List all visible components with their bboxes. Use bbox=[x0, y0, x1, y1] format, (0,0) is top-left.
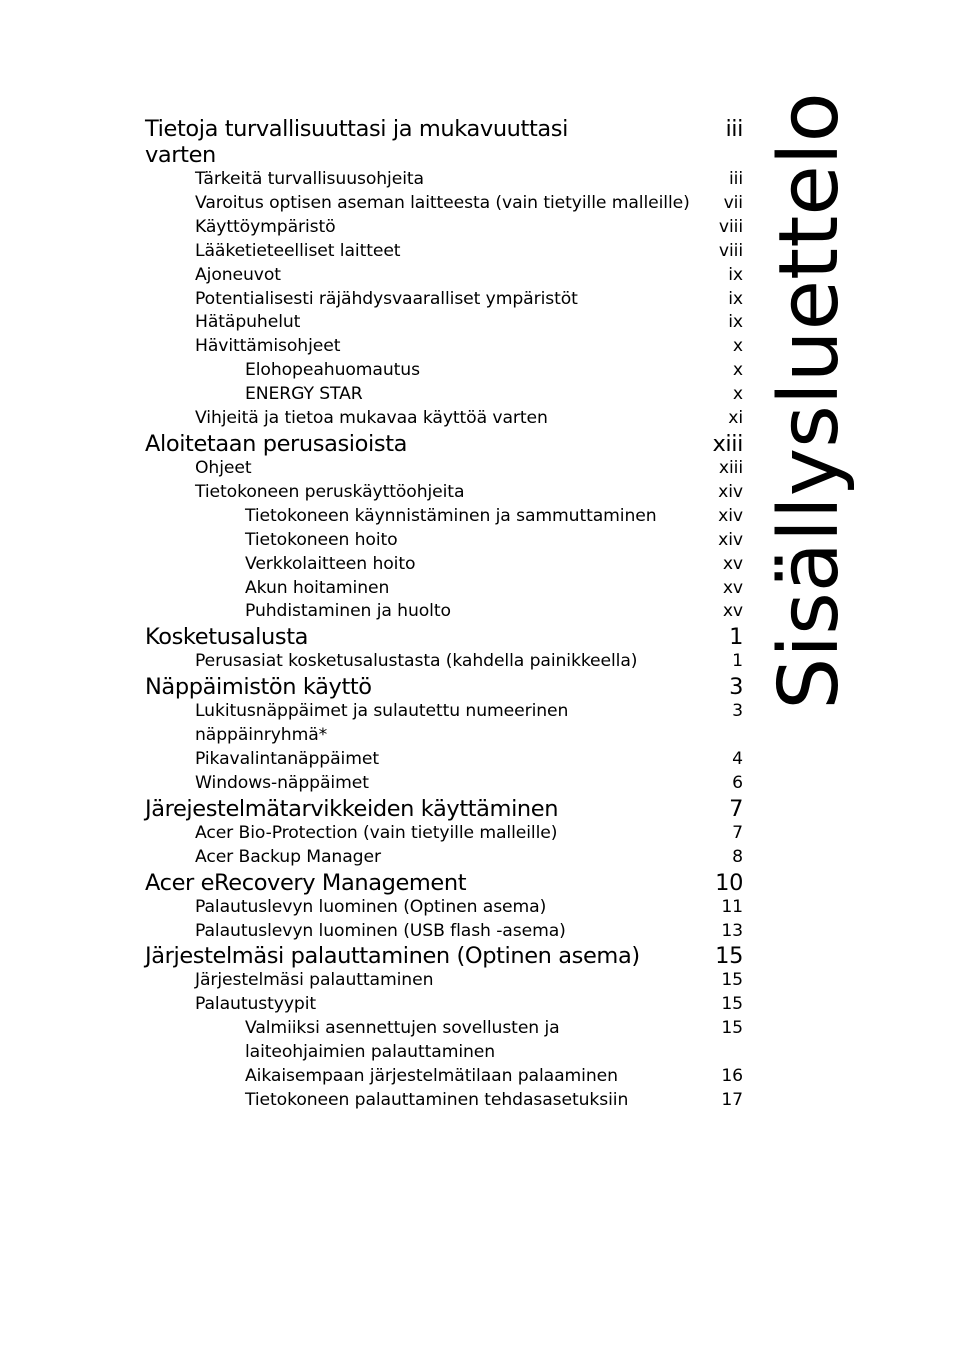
toc-entry-title: Palautuslevyn luominen (USB flash -asema) bbox=[195, 920, 566, 941]
toc-section-entry[interactable] bbox=[145, 700, 743, 748]
toc-section-entry[interactable] bbox=[145, 748, 743, 772]
toc-chapter-entry[interactable] bbox=[145, 870, 743, 896]
toc-entry-title: Vihjeitä ja tietoa mukavaa käyttöä varten bbox=[195, 408, 548, 429]
toc-entry-title: Tärkeitä turvallisuusohjeita bbox=[195, 169, 424, 189]
toc-entry-page: viii bbox=[718, 240, 743, 261]
toc-entry-page: xiv bbox=[718, 505, 743, 526]
toc-entry-page: 4 bbox=[732, 749, 743, 770]
toc-entry-page: 3 bbox=[732, 701, 743, 722]
toc-section-entry[interactable] bbox=[145, 457, 743, 481]
toc-entry-title: Lukitusnäppäimet ja sulautettu numeerinen näppäinryhmä* bbox=[195, 701, 569, 746]
toc-entry-title: Hävittämisohjeet bbox=[195, 336, 341, 357]
toc-entry-page: 15 bbox=[721, 994, 743, 1015]
toc-entry-title: Akun hoitaminen bbox=[245, 577, 390, 598]
toc-entry-title: Acer Bio-Protection (vain tietyille malleille) bbox=[195, 822, 558, 843]
toc-section-entry[interactable] bbox=[145, 650, 743, 674]
toc-subsection-entry[interactable] bbox=[145, 383, 743, 407]
toc-section-entry[interactable] bbox=[145, 920, 743, 944]
toc-entry-title: Aikaisempaan järjestelmätilaan palaaminen bbox=[245, 1066, 618, 1087]
toc-entry-page: xiv bbox=[718, 529, 743, 550]
toc-subsection-entry[interactable] bbox=[145, 1065, 743, 1089]
toc-entry-page: 10 bbox=[715, 869, 743, 896]
toc-entry-page: iii bbox=[725, 116, 743, 142]
toc-entry-page: x bbox=[732, 384, 743, 405]
toc-entry-page: ix bbox=[728, 312, 743, 333]
toc-entry-title: Näppäimistön käyttö bbox=[145, 674, 372, 701]
toc-chapter-entry[interactable] bbox=[145, 674, 743, 700]
toc-entry-page: 15 bbox=[721, 970, 743, 991]
toc-entry-title: Käyttöympäristö bbox=[195, 216, 336, 237]
toc-section-entry[interactable] bbox=[145, 216, 743, 240]
toc-chapter-entry[interactable] bbox=[145, 116, 743, 168]
toc-entry-page: 7 bbox=[729, 795, 743, 822]
toc-entry-title: Järejestelmätarvikkeiden käyttäminen bbox=[145, 795, 559, 822]
toc-section-entry[interactable] bbox=[145, 192, 743, 216]
toc-entry-page: iii bbox=[728, 169, 743, 189]
toc-entry-page: xv bbox=[722, 601, 743, 622]
toc-entry-page: xv bbox=[722, 553, 743, 574]
toc-entry-page: ix bbox=[728, 264, 743, 285]
toc-chapter-entry[interactable] bbox=[145, 431, 743, 457]
toc-entry-title: Tietoja turvallisuuttasi ja mukavuuttasi varten bbox=[145, 116, 568, 168]
toc-entry-title: Acer Backup Manager bbox=[195, 846, 381, 867]
toc-entry-page: 11 bbox=[721, 896, 743, 917]
toc-entry-page: xiii bbox=[718, 457, 743, 478]
toc-entry-page: x bbox=[732, 336, 743, 357]
toc-entry-title: Tietokoneen palauttaminen tehdasasetuksiin bbox=[245, 1090, 629, 1110]
toc-entry-title: Hätäpuhelut bbox=[195, 312, 301, 333]
toc-subsection-entry[interactable] bbox=[145, 553, 743, 577]
toc-subsection-entry[interactable] bbox=[145, 600, 743, 624]
toc-entry-title: Ajoneuvot bbox=[195, 264, 281, 285]
toc-section-entry[interactable] bbox=[145, 240, 743, 264]
toc-entry-title: Potentialisesti räjähdysvaaralliset ympäristöt bbox=[195, 288, 578, 309]
toc-section-entry[interactable] bbox=[145, 896, 743, 920]
toc-entry-title: Kosketusalusta bbox=[145, 624, 309, 651]
toc-subsection-entry[interactable] bbox=[145, 1017, 743, 1065]
toc-entry-title: Tietokoneen hoito bbox=[245, 529, 398, 550]
toc-entry-page: 16 bbox=[721, 1066, 743, 1087]
toc-section-entry[interactable] bbox=[145, 846, 743, 870]
toc-section-entry[interactable] bbox=[145, 311, 743, 335]
toc-entry-page: 13 bbox=[721, 920, 743, 941]
toc-entry-page: ix bbox=[728, 288, 743, 309]
toc-subsection-entry[interactable] bbox=[145, 1089, 743, 1113]
toc-section-entry[interactable] bbox=[145, 772, 743, 796]
toc-section-entry[interactable] bbox=[145, 168, 743, 192]
toc-chapter-entry[interactable] bbox=[145, 796, 743, 822]
toc-chapter-entry[interactable] bbox=[145, 943, 743, 969]
toc-entry-title: Acer eRecovery Management bbox=[145, 869, 467, 896]
toc-entry-title: Verkkolaitteen hoito bbox=[245, 553, 416, 574]
toc-entry-page: 8 bbox=[732, 846, 743, 867]
toc-section-entry[interactable] bbox=[145, 481, 743, 505]
toc-chapter-entry[interactable] bbox=[145, 624, 743, 650]
toc-entry-title: Perusasiat kosketusalustasta (kahdella painikkeella) bbox=[195, 651, 638, 672]
toc-entry-title: Aloitetaan perusasioista bbox=[145, 430, 408, 457]
toc-entry-page: 15 bbox=[715, 943, 743, 970]
toc-entry-page: x bbox=[732, 360, 743, 381]
toc-entry-title: Pikavalintanäppäimet bbox=[195, 749, 379, 770]
page-title-text: Sisällysluettelo bbox=[762, 92, 857, 710]
toc-entry-page: xiii bbox=[712, 430, 743, 457]
toc-entry-page: 1 bbox=[732, 651, 743, 672]
toc-entry-page: xv bbox=[722, 577, 743, 598]
toc-entry-title: Valmiiksi asennettujen sovellusten ja laiteohjaimien palauttaminen bbox=[245, 1018, 560, 1063]
toc-entry-page: 1 bbox=[729, 624, 743, 651]
toc-entry-page: xiv bbox=[718, 481, 743, 502]
toc-section-entry[interactable] bbox=[145, 993, 743, 1017]
toc-entry-title: Tietokoneen peruskäyttöohjeita bbox=[195, 481, 465, 502]
toc-entry-title: Puhdistaminen ja huolto bbox=[245, 601, 451, 622]
page-title bbox=[762, 92, 857, 710]
toc-section-entry[interactable] bbox=[145, 969, 743, 993]
toc-entry-title: ENERGY STAR bbox=[245, 384, 363, 405]
toc-section-entry[interactable] bbox=[145, 407, 743, 431]
toc-entry-page: 15 bbox=[721, 1018, 743, 1039]
toc-entry-page: 7 bbox=[732, 822, 743, 843]
toc-subsection-entry[interactable] bbox=[145, 577, 743, 601]
toc-entry-page: vii bbox=[723, 192, 743, 213]
toc-entry-title: Lääketieteelliset laitteet bbox=[195, 240, 401, 261]
toc-entry-page: viii bbox=[718, 216, 743, 237]
toc-entry-title: Elohopeahuomautus bbox=[245, 360, 420, 381]
toc-entry-title: Tietokoneen käynnistäminen ja sammuttaminen bbox=[245, 505, 657, 526]
toc-entry-title: Varoitus optisen aseman laitteesta (vain tietyille malleille) bbox=[195, 192, 690, 213]
toc-entry-page: 6 bbox=[732, 772, 743, 793]
toc-subsection-entry[interactable] bbox=[145, 359, 743, 383]
toc-entry-page: xi bbox=[728, 408, 743, 429]
toc-section-entry[interactable] bbox=[145, 822, 743, 846]
toc-entry-title: Palautuslevyn luominen (Optinen asema) bbox=[195, 896, 547, 917]
toc-entry-title: Ohjeet bbox=[195, 457, 252, 478]
table-of-contents bbox=[145, 116, 743, 1113]
toc-entry-title: Järjestelmäsi palauttaminen bbox=[195, 970, 434, 991]
toc-entry-title: Windows-näppäimet bbox=[195, 772, 369, 793]
toc-section-entry[interactable] bbox=[145, 288, 743, 312]
toc-section-entry[interactable] bbox=[145, 335, 743, 359]
toc-entry-page: 17 bbox=[721, 1090, 743, 1110]
toc-section-entry[interactable] bbox=[145, 264, 743, 288]
toc-entry-page: 3 bbox=[729, 674, 743, 701]
toc-subsection-entry[interactable] bbox=[145, 505, 743, 529]
toc-subsection-entry[interactable] bbox=[145, 529, 743, 553]
toc-entry-title: Järjestelmäsi palauttaminen (Optinen asema) bbox=[145, 943, 640, 970]
toc-entry-title: Palautustyypit bbox=[195, 994, 317, 1015]
